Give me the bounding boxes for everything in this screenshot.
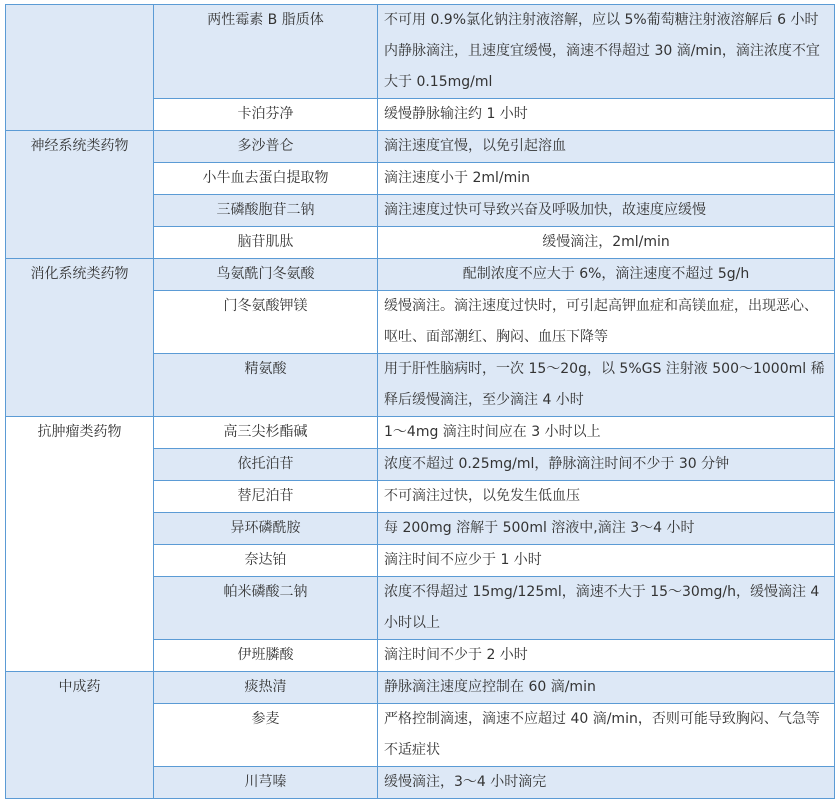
- note-cell: 每 200mg 溶解于 500ml 溶液中,滴注 3～4 小时: [378, 513, 835, 545]
- category-cell: [6, 5, 154, 131]
- drug-name-cell: 替尼泊苷: [154, 481, 378, 513]
- table-row: [6, 672, 835, 704]
- drug-name-cell: 小牛血去蛋白提取物: [154, 163, 378, 195]
- note-cell: 静脉滴注速度应控制在 60 滴/min: [378, 672, 835, 704]
- category-cell: 消化系统类药物: [6, 259, 154, 417]
- drug-name-cell: 脑苷肌肽: [154, 227, 378, 259]
- note-cell: 不可用 0.9%氯化钠注射液溶解，应以 5%葡萄糖注射液溶解后 6 小时内静脉滴注，且速度宜缓慢，滴速不得超过 30 滴/min，滴注浓度不宜大于 0.15mg/ml: [378, 5, 835, 99]
- note-cell: 浓度不得超过 15mg/125ml，滴速不大于 15～30mg/h，缓慢滴注 4 小时以上: [378, 577, 835, 640]
- drug-name-cell: 依托泊苷: [154, 449, 378, 481]
- drug-name-cell: 精氨酸: [154, 354, 378, 417]
- drug-infusion-table: [5, 4, 835, 799]
- drug-name-cell: 门冬氨酸钾镁: [154, 291, 378, 354]
- note-cell: 缓慢滴注，3～4 小时滴完: [378, 767, 835, 799]
- table-row: [6, 131, 835, 163]
- note-cell: 用于肝性脑病时，一次 15～20g，以 5%GS 注射液 500～1000ml 稀释后缓慢滴注，至少滴注 4 小时: [378, 354, 835, 417]
- note-cell: 严格控制滴速，滴速不应超过 40 滴/min，否则可能导致胸闷、气急等不适症状: [378, 704, 835, 767]
- drug-name-cell: 两性霉素 B 脂质体: [154, 5, 378, 99]
- table-row: [6, 5, 835, 99]
- table-row: [6, 259, 835, 291]
- drug-name-cell: 川芎嗪: [154, 767, 378, 799]
- note-cell: 滴注速度宜慢，以免引起溶血: [378, 131, 835, 163]
- drug-name-cell: 高三尖杉酯碱: [154, 417, 378, 449]
- drug-name-cell: 卡泊芬净: [154, 99, 378, 131]
- table-row: [6, 417, 835, 449]
- drug-name-cell: 多沙普仑: [154, 131, 378, 163]
- note-cell: 缓慢滴注。滴注速度过快时，可引起高钾血症和高镁血症，出现恶心、呕吐、面部潮红、胸闷、血压下降等: [378, 291, 835, 354]
- drug-name-cell: 参麦: [154, 704, 378, 767]
- drug-name-cell: 鸟氨酰门冬氨酸: [154, 259, 378, 291]
- category-cell: 中成药: [6, 672, 154, 799]
- note-cell: 滴注速度过快可导致兴奋及呼吸加快，故速度应缓慢: [378, 195, 835, 227]
- note-cell: 不可滴注过快，以免发生低血压: [378, 481, 835, 513]
- drug-name-cell: 伊班膦酸: [154, 640, 378, 672]
- category-cell: 抗肿瘤类药物: [6, 417, 154, 672]
- note-cell: 缓慢静脉输注约 1 小时: [378, 99, 835, 131]
- note-cell: 滴注时间不应少于 1 小时: [378, 545, 835, 577]
- note-cell: 1～4mg 滴注时间应在 3 小时以上: [378, 417, 835, 449]
- drug-name-cell: 三磷酸胞苷二钠: [154, 195, 378, 227]
- drug-name-cell: 痰热清: [154, 672, 378, 704]
- note-cell: 浓度不超过 0.25mg/ml，静脉滴注时间不少于 30 分钟: [378, 449, 835, 481]
- note-cell: 配制浓度不应大于 6%，滴注速度不超过 5g/h: [378, 259, 835, 291]
- note-cell: 缓慢滴注，2ml/min: [378, 227, 835, 259]
- drug-name-cell: 异环磷酰胺: [154, 513, 378, 545]
- note-cell: 滴注速度小于 2ml/min: [378, 163, 835, 195]
- category-cell: 神经系统类药物: [6, 131, 154, 259]
- note-cell: 滴注时间不少于 2 小时: [378, 640, 835, 672]
- drug-name-cell: 奈达铂: [154, 545, 378, 577]
- drug-name-cell: 帕米磷酸二钠: [154, 577, 378, 640]
